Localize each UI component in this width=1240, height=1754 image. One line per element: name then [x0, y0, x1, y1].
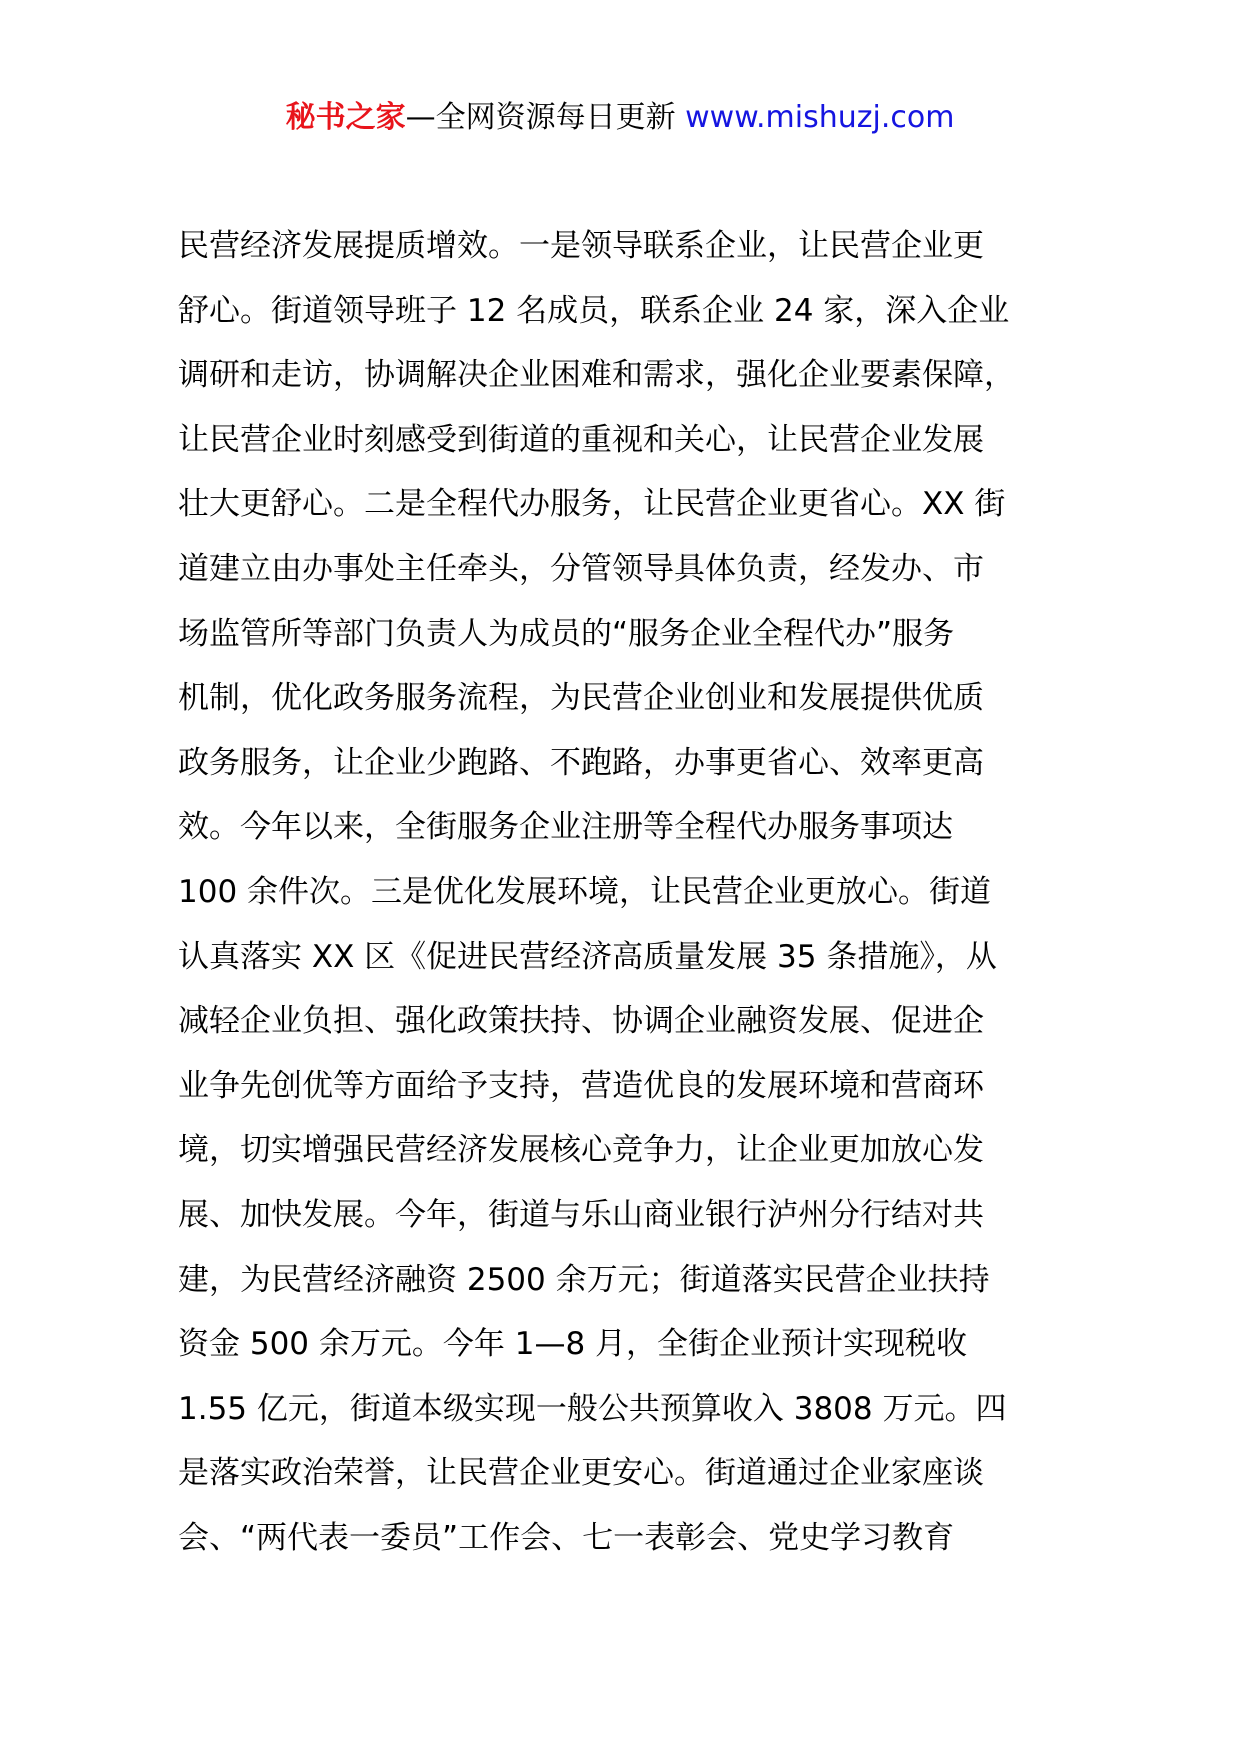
body-line: 会、“两代表一委员”工作会、七一表彰会、党史学习教育 — [178, 1519, 955, 1556]
page-header — [0, 98, 1240, 138]
body-line: 道建立由办事处主任牵头，分管领导具体负责，经发办、市 — [178, 550, 984, 587]
document-body — [178, 214, 1088, 1570]
body-line: 调研和走访，协调解决企业困难和需求，强化企业要素保障， — [178, 357, 1015, 394]
site-tagline: —全网资源每日更新 — [405, 100, 686, 135]
body-line: 让民营企业时刻感受到街道的重视和关心，让民营企业发展 — [178, 421, 984, 458]
body-line: 舒心。街道领导班子 12 名成员，联系企业 24 家，深入企业 — [178, 292, 1010, 329]
site-brand-name: 秘书之家 — [285, 100, 406, 135]
body-line: 效。今年以来，全街服务企业注册等全程代办服务事项达 — [178, 809, 953, 846]
body-line: 1.55 亿元，街道本级实现一般公共预算收入 3808 万元。四 — [178, 1390, 1007, 1427]
site-url-link[interactable]: www.mishuzj.com — [685, 100, 955, 135]
body-line: 场监管所等部门负责人为成员的“服务企业全程代办”服务 — [178, 615, 955, 652]
body-line: 建，为民营经济融资 2500 余万元；街道落实民营企业扶持 — [178, 1261, 990, 1298]
body-line: 业争先创优等方面给予支持，营造优良的发展环境和营商环 — [178, 1067, 984, 1104]
body-line: 减轻企业负担、强化政策扶持、协调企业融资发展、促进企 — [178, 1003, 984, 1040]
body-line: 政务服务，让企业少跑路、不跑路，办事更省心、效率更高 — [178, 744, 984, 781]
body-line: 认真落实 XX 区《促进民营经济高质量发展 35 条措施》，从 — [178, 938, 997, 975]
body-line: 展、加快发展。今年，街道与乐山商业银行泸州分行结对共 — [178, 1196, 984, 1233]
body-line: 资金 500 余万元。今年 1—8 月，全街企业预计实现税收 — [178, 1326, 968, 1363]
body-line: 壮大更舒心。二是全程代办服务，让民营企业更省心。XX 街 — [178, 486, 1006, 523]
body-line: 境，切实增强民营经济发展核心竞争力，让企业更加放心发 — [178, 1132, 984, 1169]
body-line: 是落实政治荣誉，让民营企业更安心。街道通过企业家座谈 — [178, 1455, 984, 1492]
body-line: 100 余件次。三是优化发展环境，让民营企业更放心。街道 — [178, 873, 992, 910]
body-line: 民营经济发展提质增效。一是领导联系企业，让民营企业更 — [178, 228, 984, 264]
body-line: 机制，优化政务服务流程，为民营企业创业和发展提供优质 — [178, 680, 984, 717]
